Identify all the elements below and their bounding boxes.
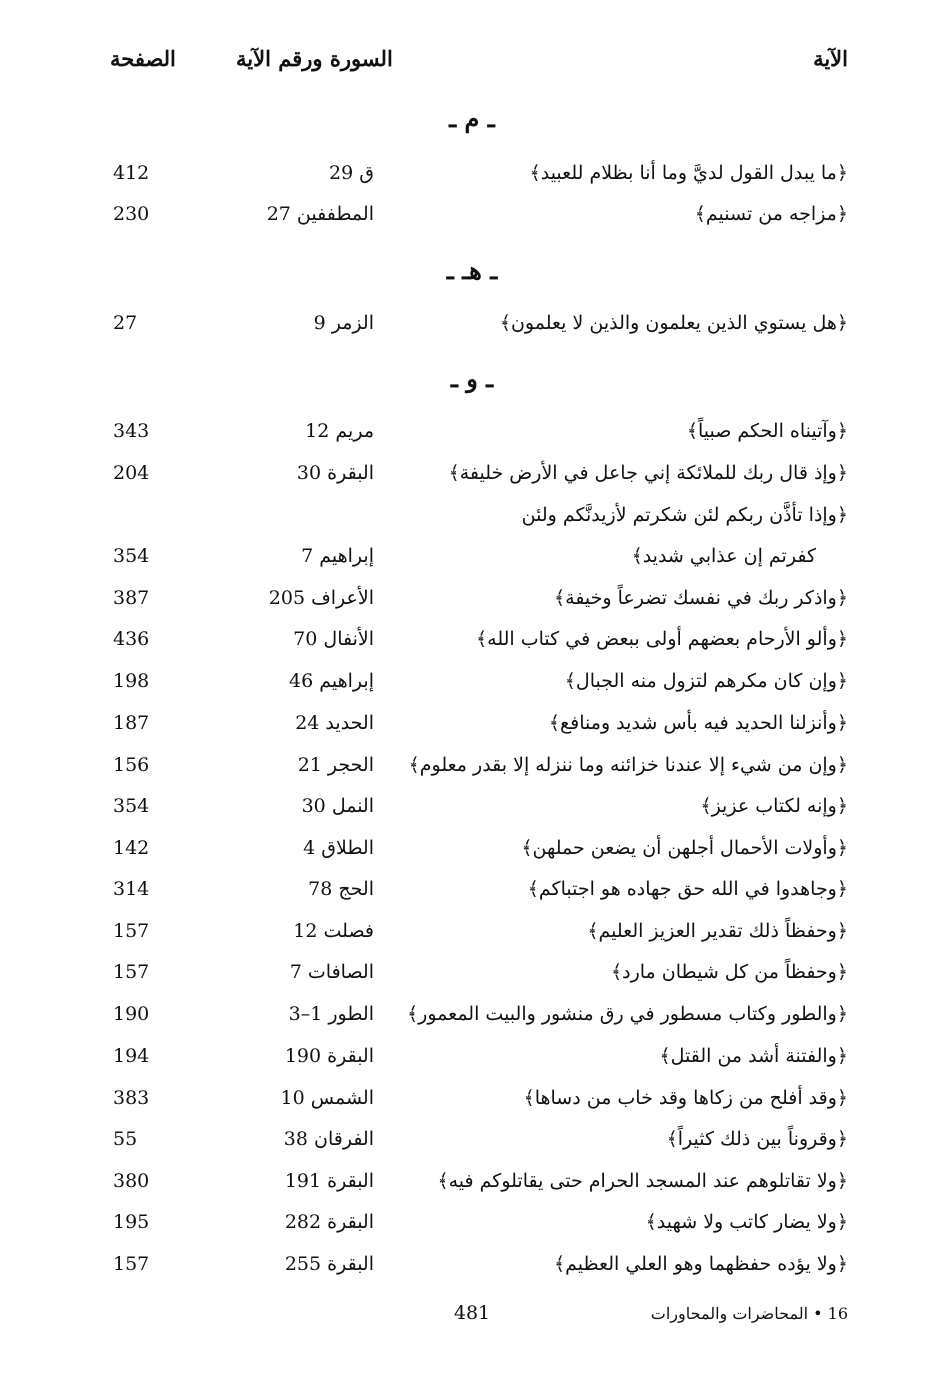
verse-text: ﴿وإذ قال ربك للملائكة إني جاعل في الأرض خليفة﴾ [448,462,848,484]
verse-text: ﴿وأنزلنا الحديد فيه بأس شديد ومنافع﴾ [548,712,848,734]
table-row [0,580,944,620]
page-ref: 354 [113,545,150,567]
table-row [0,1121,944,1161]
surah-ref: المطففين 27 [266,203,374,225]
page-ref: 157 [113,1253,150,1275]
table-row [0,497,944,537]
page-ref: 204 [113,462,150,484]
table-row [0,1246,944,1286]
table-row [0,830,944,870]
surah-ref: الشمس 10 [280,1087,374,1109]
table-row [0,788,944,828]
page-ref: 436 [113,628,150,650]
page-ref: 195 [113,1211,150,1233]
surah-ref: البقرة 190 [284,1045,374,1067]
table-row [0,1204,944,1244]
surah-ref: الطلاق 4 [303,837,374,859]
table-row [0,705,944,745]
surah-ref: الأعراف 205 [268,587,374,609]
section-letter-ha: ـ هـ ـ [446,256,498,285]
verse-text: كفرتم إن عذابي شديد﴾ [631,545,816,567]
verse-text: ﴿وإذا تأذَّن ربكم لئن شكرتم لأزيدنَّكم ولئن [521,504,848,526]
table-row [0,305,944,345]
table-row [0,747,944,787]
page-ref: 314 [113,878,150,900]
page-ref: 343 [113,420,150,442]
table-row [0,954,944,994]
table-row [0,538,944,578]
running-footer-title: 16 • المحاضرات والمحاورات [650,1304,848,1323]
surah-ref: البقرة 282 [284,1211,374,1233]
page-number: 481 [453,1302,491,1324]
surah-ref: البقرة 30 [296,462,374,484]
page-ref: 157 [113,961,150,983]
surah-ref: النمل 30 [301,795,374,817]
verse-text: ﴿وحفظاً من كل شيطان مارد﴾ [611,961,848,983]
table-row [0,455,944,495]
surah-ref: الصافات 7 [289,961,374,983]
verse-text: ﴿ولا يؤده حفظهما وهو العلي العظيم﴾ [553,1253,848,1275]
page-ref: 230 [113,203,150,225]
table-row [0,1080,944,1120]
verse-text: ﴿وقروناً بين ذلك كثيراً﴾ [666,1128,848,1150]
verse-text: ﴿وإنه لكتاب عزيز﴾ [700,795,848,817]
table-row [0,663,944,703]
table-row [0,871,944,911]
verse-text: ﴿ولا تقاتلوهم عند المسجد الحرام حتى يقاتلوكم فيه﴾ [437,1170,848,1192]
surah-ref: إبراهيم 7 [301,545,374,567]
page-ref: 156 [113,754,150,776]
table-row [0,1038,944,1078]
page-ref: 190 [113,1003,150,1025]
page-ref: 187 [113,712,150,734]
surah-ref: الحديد 24 [295,712,374,734]
surah-ref: الفرقان 38 [283,1128,374,1150]
page-ref: 383 [113,1087,150,1109]
table-row [0,196,944,236]
verse-text: ﴿وإن كان مكرهم لتزول منه الجبال﴾ [564,670,848,692]
surah-ref: الحجر 21 [297,754,374,776]
surah-ref: فصلت 12 [293,920,374,942]
verse-text: ﴿والطور وكتاب مسطور في رق منشور والبيت المعمور﴾ [407,1003,848,1025]
verse-text: ﴿وحفظاً ذلك تقدير العزيز العليم﴾ [587,920,848,942]
verse-text: ﴿وألو الأرحام بعضهم أولى ببعض في كتاب الله﴾ [476,628,848,650]
surah-ref: ق 29 [329,162,374,184]
verse-text: ﴿ما يبدل القول لديَّ وما أنا بظلام للعبيد﴾ [529,162,848,184]
table-row [0,1163,944,1203]
verse-text: ﴿وآتيناه الحكم صبياً﴾ [686,420,848,442]
page-ref: 55 [113,1128,138,1150]
surah-ref: الأنفال 70 [293,628,374,650]
surah-ref: مريم 12 [305,420,374,442]
verse-text: ﴿وجاهدوا في الله حق جهاده هو اجتباكم﴾ [527,878,848,900]
page-ref: 157 [113,920,150,942]
page-ref: 198 [113,670,150,692]
verse-text: ﴿ولا يضار كاتب ولا شهيد﴾ [645,1211,848,1233]
verse-text: ﴿والفتنة أشد من القتل﴾ [659,1045,848,1067]
surah-ref: البقرة 255 [284,1253,374,1275]
section-letter-waw: ـ و ـ [450,364,494,393]
verse-text: ﴿وقد أفلح من زكاها وقد خاب من دساها﴾ [523,1087,848,1109]
surah-ref: إبراهيم 46 [289,670,374,692]
verse-text: ﴿وإن من شيء إلا عندنا خزائنه وما ننزله إلا بقدر معلوم﴾ [408,754,848,776]
section-letter-mim: ـ م ـ [449,104,495,133]
page-ref: 142 [113,837,150,859]
table-row [0,913,944,953]
verse-text: ﴿مزاجه من تسنيم﴾ [694,203,848,225]
page-ref: 354 [113,795,150,817]
table-row [0,621,944,661]
surah-ref: الطور 1–3 [288,1003,374,1025]
table-row [0,413,944,453]
surah-ref: الزمر 9 [313,312,374,334]
column-header-surah: السورة ورقم الآية [236,46,393,71]
page-ref: 387 [113,587,150,609]
column-header-verse: الآية [813,46,848,71]
page-ref: 412 [113,162,150,184]
verse-text: ﴿واذكر ربك في نفسك تضرعاً وخيفة﴾ [554,587,848,609]
page-ref: 27 [113,312,138,334]
surah-ref: البقرة 191 [284,1170,374,1192]
table-row [0,155,944,195]
column-header-page: الصفحة [110,46,176,71]
verse-text: ﴿وأولات الأحمال أجلهن أن يضعن حملهن﴾ [521,837,848,859]
surah-ref: الحج 78 [308,878,374,900]
table-row [0,996,944,1036]
page-ref: 194 [113,1045,150,1067]
page-ref: 380 [113,1170,150,1192]
verse-text: ﴿هل يستوي الذين يعلمون والذين لا يعلمون﴾ [499,312,848,334]
